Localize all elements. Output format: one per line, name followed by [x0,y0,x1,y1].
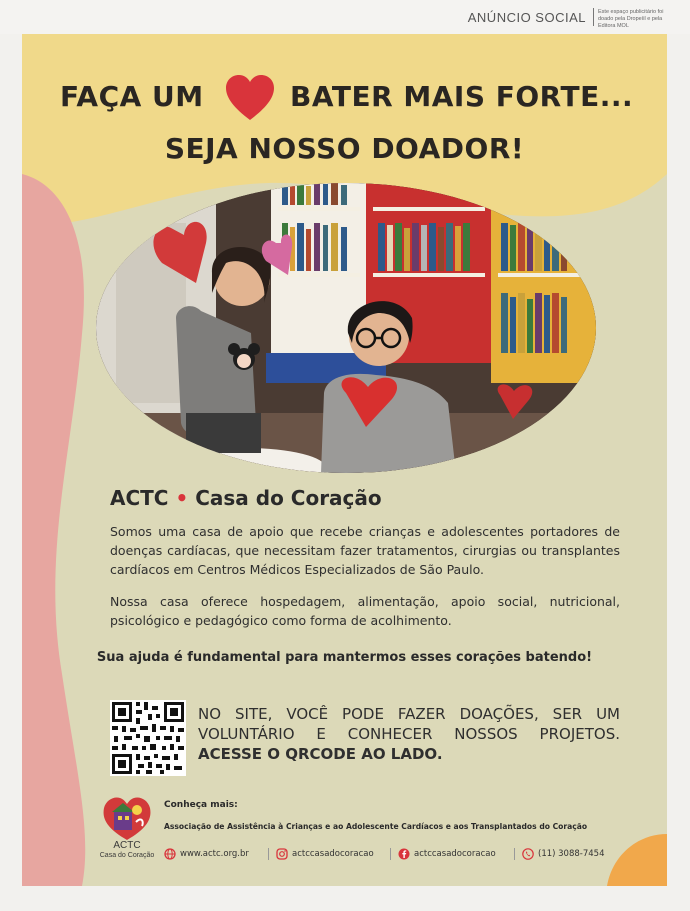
contact-divider [390,848,391,860]
contact-divider [514,848,515,860]
contact-bar [164,846,624,864]
logo-subtitle: Casa do Coração [99,852,155,859]
instagram-link[interactable] [276,846,374,862]
headline-part-1: FAÇA UM [60,80,204,113]
emphasis-line: Sua ajuda é fundamental para mantermos esses corações batendo! [96,650,593,665]
children-photo [96,183,596,473]
sponsor-note: Este espaço publicitário foi doado pela Dropeíil e pela Editora MOL [598,9,664,29]
instagram-text: actccasadocoracao [292,849,374,859]
section-tag: ANÚNCIO SOCIAL [467,10,586,25]
actc-logo [82,792,172,872]
instagram-icon [276,848,288,860]
website-text: www.actc.org.br [180,849,249,859]
phone-text: (11) 3088-7454 [538,849,605,859]
headline-line-2: SEJA NOSSO DOADOR! [164,132,525,165]
phone-icon [522,848,534,860]
page-header [0,0,690,34]
globe-icon [164,848,176,860]
header-divider [593,8,594,26]
facebook-link[interactable] [398,846,496,862]
title-org: ACTC [110,486,169,510]
cta-main: NO SITE, VOCÊ PODE FAZER DOAÇÕES, SER UM VOLUNTÁRIO E CONHECER NOSSOS PROJETOS. [198,705,620,743]
contact-divider [268,848,269,860]
title-bullet: • [175,486,189,510]
know-more-label: Conheça mais: [164,800,238,810]
logo-title: ACTC [113,840,141,851]
description-paragraph-2: Nossa casa oferece hospedagem, alimentação, apoio social, nutricional, psicológico e pedagógico como forma de acolhimento. [110,594,620,628]
website-link[interactable] [164,846,249,862]
title-name: Casa do Coração [195,486,382,510]
description-paragraph-1: Somos uma casa de apoio que recebe crianças e adolescentes portadores de doenças cardíacas, que necessitam fazer tratamentos, cirurgias ou transplantes cardíacos em Centros Médicos Especializados de São Paulo. [110,524,620,577]
facebook-icon [398,848,410,860]
cta-text [198,704,620,764]
phone-link[interactable] [522,846,604,862]
advertisement [22,34,667,886]
headline-part-2: BATER MAIS FORTE... [290,80,634,113]
cta-bold: ACESSE O QRCODE AO LADO. [198,745,443,763]
qr-code[interactable] [110,700,186,776]
headline-line-1 [22,72,667,132]
organization-title [110,486,382,510]
organization-full-name: Associação de Assistência à Crianças e ao Adolescente Cardíacos e aos Transplantados do Coração [164,822,588,831]
facebook-text: actccasadocoracao [414,849,496,859]
heart-icon [224,74,276,124]
house-heart-icon [82,792,172,842]
